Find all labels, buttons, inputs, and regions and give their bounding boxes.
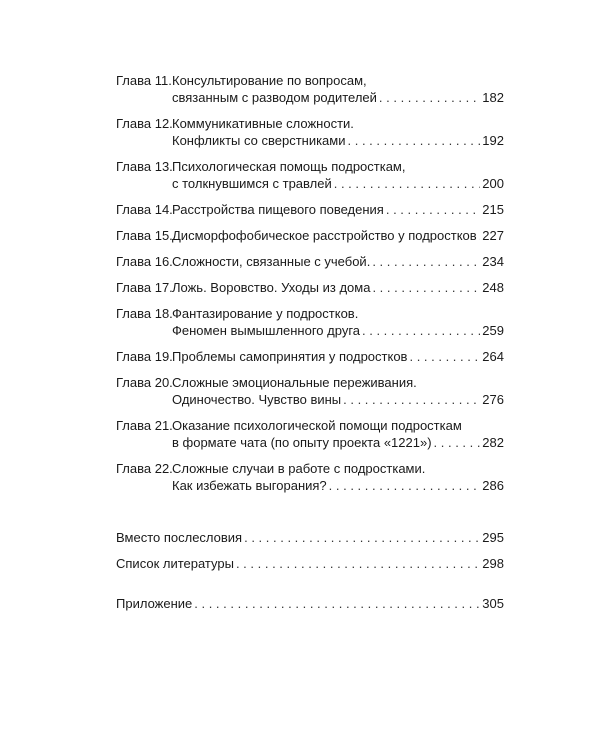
page-number: 286	[482, 478, 504, 493]
chapter-label: Глава 15.	[116, 228, 173, 243]
chapter-label: Глава 16.	[116, 254, 173, 269]
entry-title-line: с толкнувшимся с травлей	[172, 176, 332, 191]
entry-title-line: Консультирование по вопросам,	[172, 73, 367, 88]
page-number: 305	[482, 596, 504, 611]
page-number: 295	[482, 530, 504, 545]
toc-entry-ch19[interactable]	[116, 348, 504, 365]
page-number: 227	[482, 228, 504, 243]
page-number: 234	[482, 254, 504, 269]
dot-leader	[348, 132, 481, 149]
chapter-label: Глава 22.	[116, 461, 173, 476]
entry-title-line: Сложные случаи в работе с подростками.	[172, 461, 426, 476]
page-number: 215	[482, 202, 504, 217]
dot-leader	[372, 279, 480, 296]
toc-entry-ch16[interactable]	[116, 253, 504, 270]
page-number: 276	[482, 392, 504, 407]
entry-title-line: Феномен вымышленного друга	[172, 323, 360, 338]
entry-title-line: Приложение	[116, 596, 193, 611]
chapter-label: Глава 14.	[116, 202, 173, 217]
dot-leader	[194, 595, 480, 612]
dot-leader	[409, 348, 480, 365]
toc-entry-ch22[interactable]	[116, 460, 504, 494]
toc-entry-ch13[interactable]	[116, 158, 504, 192]
chapter-label: Глава 19.	[116, 349, 173, 364]
toc-entry-afterword[interactable]	[116, 529, 504, 546]
entry-title-line: Проблемы самопринятия у подростков	[172, 349, 408, 364]
entry-title-line: Вместо послесловия	[116, 530, 243, 545]
page-number: 182	[482, 90, 504, 105]
toc-entry-ch15[interactable]	[116, 227, 504, 244]
entry-title-line: Оказание психологической помощи подросткам	[172, 418, 462, 433]
entry-title-line: Одиночество. Чувство вины	[172, 392, 342, 407]
dot-leader	[479, 227, 481, 244]
dot-leader	[244, 529, 480, 546]
entry-title-line: Список литературы	[116, 556, 234, 571]
chapter-label: Глава 13.	[116, 159, 173, 174]
dot-leader	[236, 555, 480, 572]
dot-leader	[343, 391, 480, 408]
toc-entry-ch17[interactable]	[116, 279, 504, 296]
toc-entry-ch21[interactable]	[116, 417, 504, 451]
entry-title-line: Фантазирование у подростков.	[172, 306, 359, 321]
page-number: 192	[482, 133, 504, 148]
toc-entry-ch18[interactable]	[116, 305, 504, 339]
dot-leader	[329, 477, 481, 494]
toc-entry-ch20[interactable]	[116, 374, 504, 408]
entry-title-line: Сложности, связанные с учебой.	[172, 254, 371, 269]
chapter-label: Глава 17.	[116, 280, 173, 295]
entry-title-line: Как избежать выгорания?	[172, 478, 327, 493]
toc-entry-appendix[interactable]	[116, 595, 504, 612]
chapter-list	[116, 72, 504, 494]
entry-title-line: Коммуникативные сложности.	[172, 116, 354, 131]
entry-title-line: Психологическая помощь подросткам,	[172, 159, 406, 174]
entry-title-line: Ложь. Воровство. Уходы из дома	[172, 280, 371, 295]
back-matter-list	[116, 529, 504, 572]
dot-leader	[386, 201, 480, 218]
chapter-label: Глава 11.	[116, 73, 172, 88]
chapter-label: Глава 12.	[116, 116, 173, 131]
page-number: 264	[482, 349, 504, 364]
dot-leader	[434, 434, 481, 451]
dot-leader	[362, 322, 480, 339]
dot-leader	[379, 89, 480, 106]
entry-title-line: связанным с разводом родителей	[172, 90, 377, 105]
page-number: 248	[482, 280, 504, 295]
chapter-label: Глава 18.	[116, 306, 173, 321]
toc-entry-ch11[interactable]	[116, 72, 504, 106]
entry-title-line: Расстройства пищевого поведения	[172, 202, 384, 217]
dot-leader	[334, 175, 481, 192]
table-of-contents	[116, 72, 504, 621]
page-number: 200	[482, 176, 504, 191]
entry-title-line: Конфликты со сверстниками	[172, 133, 346, 148]
toc-entry-ch14[interactable]	[116, 201, 504, 218]
chapter-label: Глава 20.	[116, 375, 173, 390]
page-number: 282	[482, 435, 504, 450]
entry-title-line: Сложные эмоциональные переживания.	[172, 375, 417, 390]
page-number: 298	[482, 556, 504, 571]
toc-entry-ch12[interactable]	[116, 115, 504, 149]
dot-leader	[372, 253, 480, 270]
entry-title-line: Дисморфофобическое расстройство у подростков	[172, 228, 477, 243]
page-number: 259	[482, 323, 504, 338]
chapter-label: Глава 21.	[116, 418, 173, 433]
entry-title-line: в формате чата (по опыту проекта «1221»)	[172, 435, 432, 450]
toc-entry-bibliography[interactable]	[116, 555, 504, 572]
